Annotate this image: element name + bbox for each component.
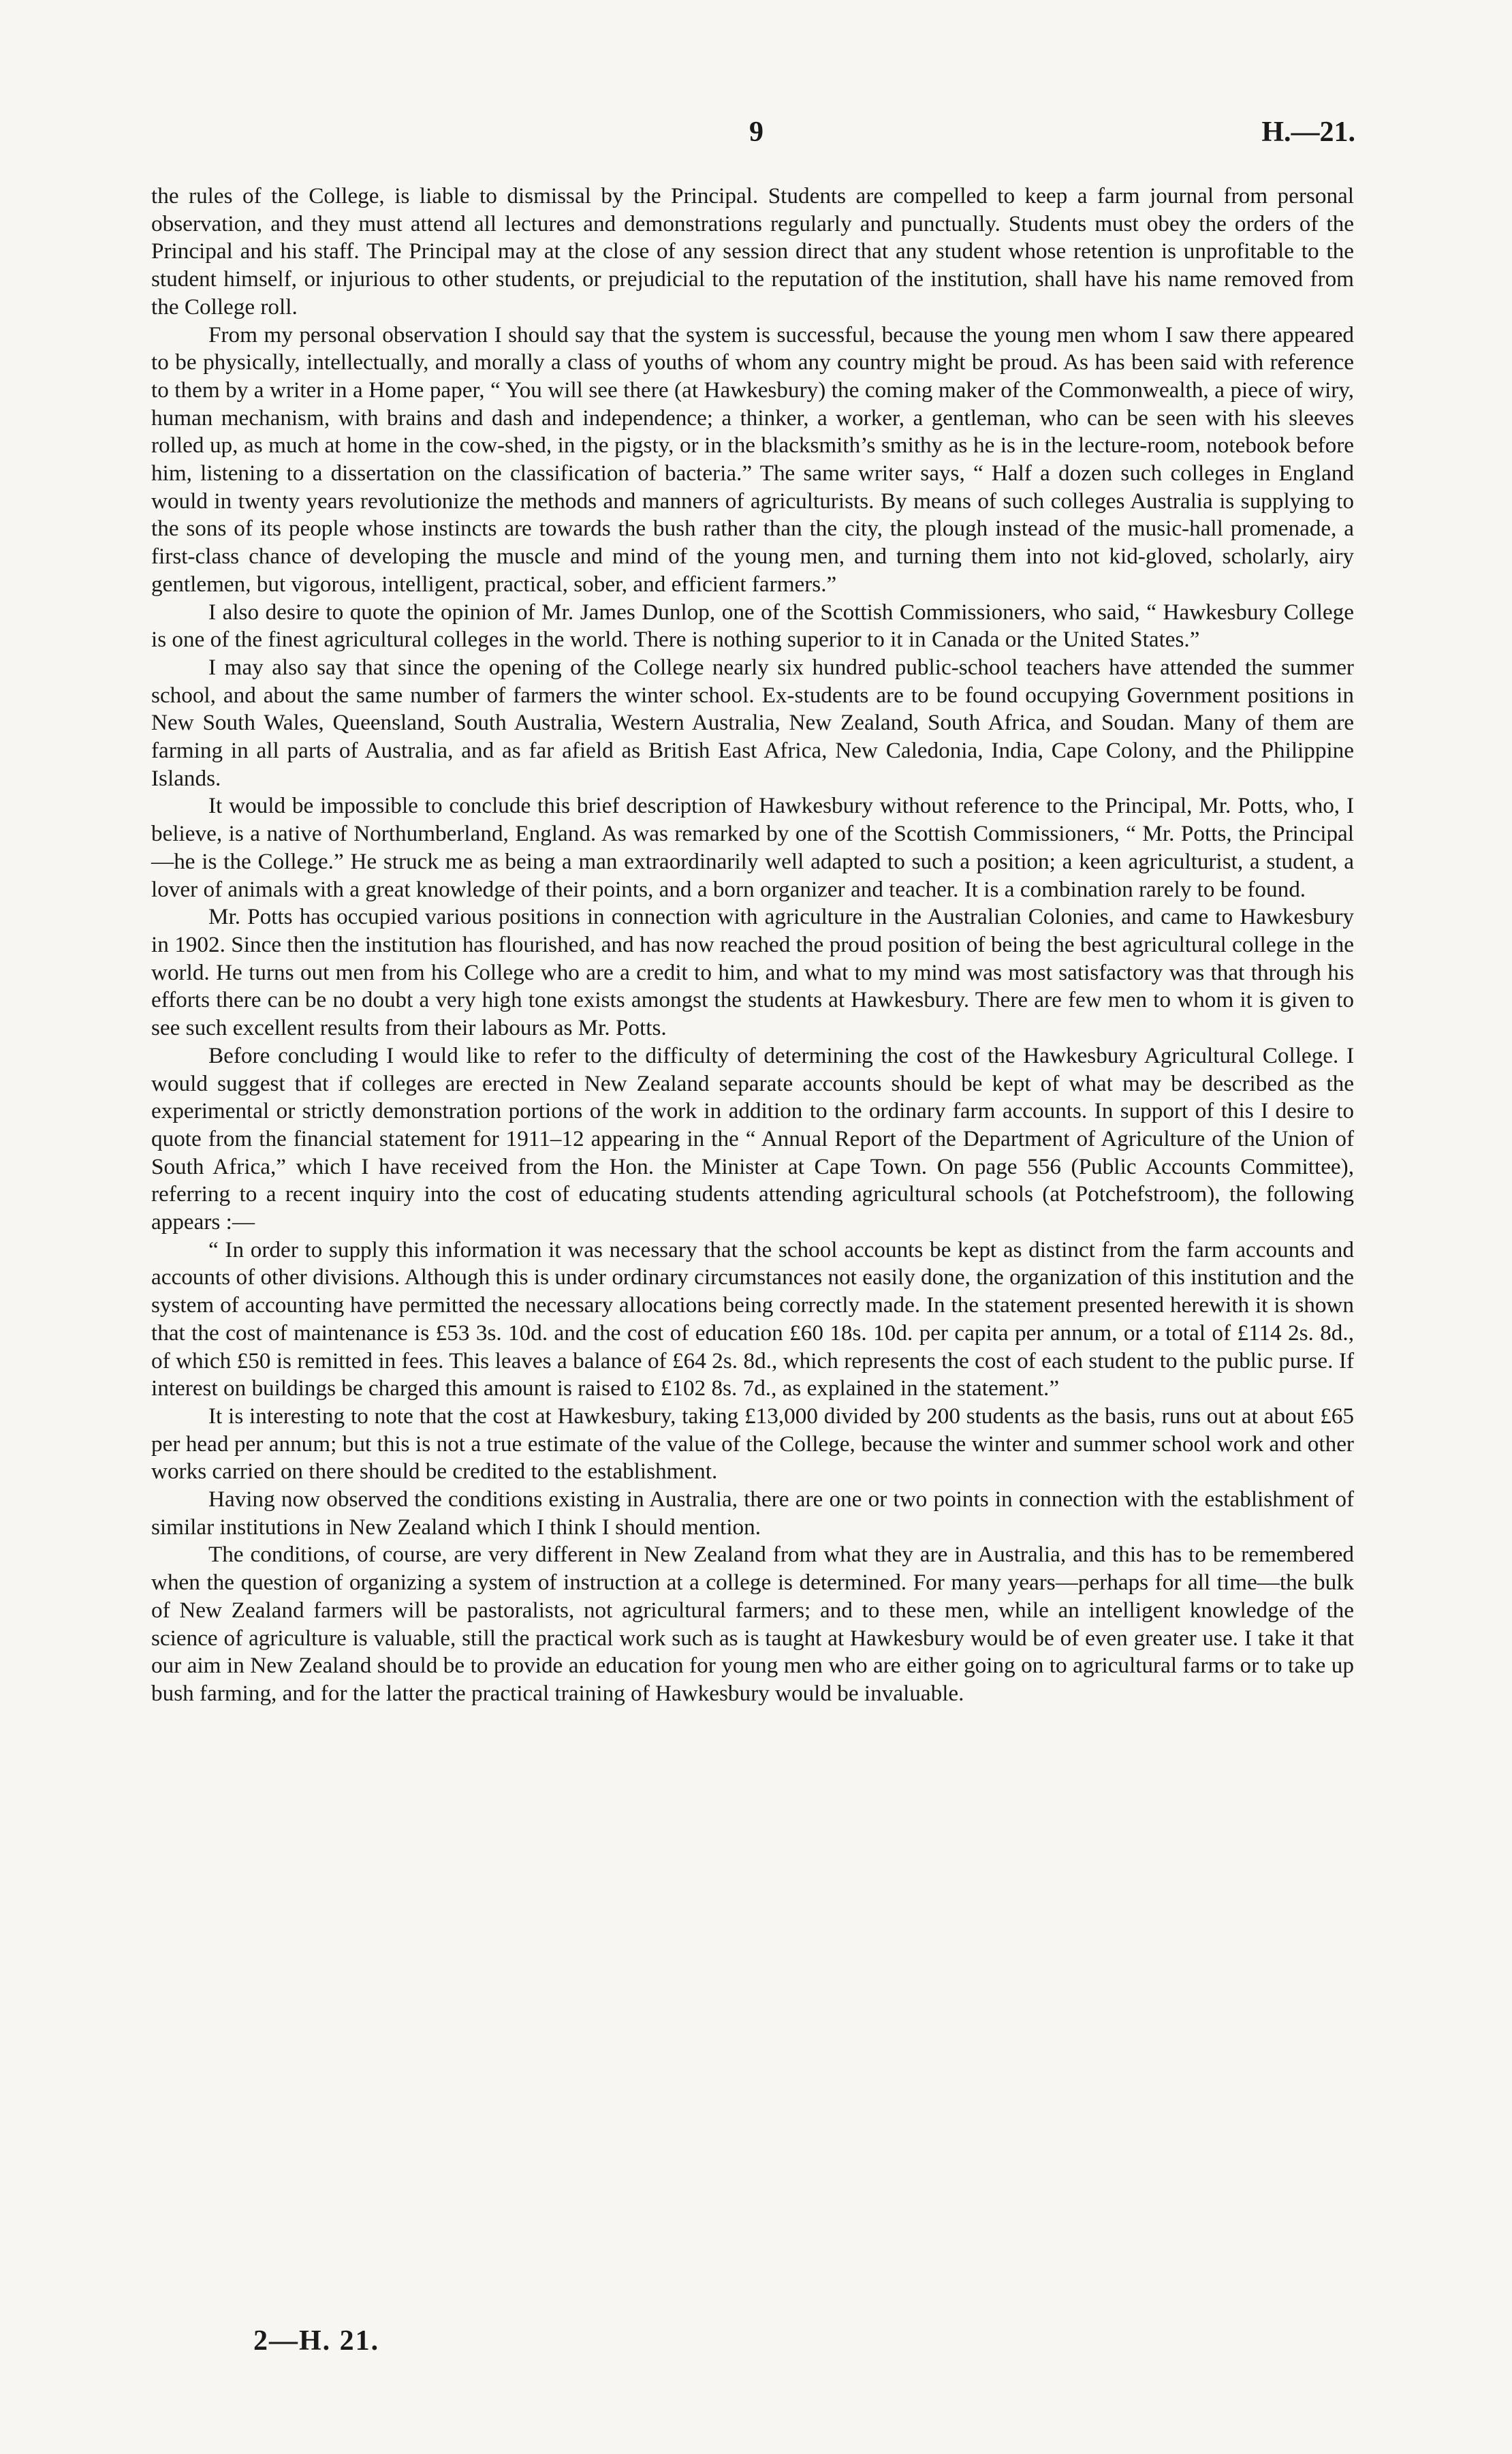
paragraph-ex-students: I may also say that since the opening of the College nearly six hundred public-school teachers have attended the summer school, and about the same number of farmers the winter school. Ex-students are to be found occupying Government positions in New South Wales, Queensland, South Australia, Western Australia, New Zealand, South Africa, and Soudan. Many of them are farming in all parts of Australia, and as far afield as British East Africa, New Caledonia, India, Cape Colony, and the Philippine Islands. [151,654,1354,791]
paragraph-dunlop-quote: I also desire to quote the opinion of Mr. James Dunlop, one of the Scottish Commissioners, who said, “ Hawkesbury College is one of the finest agricultural colleges in the world. There is nothing superior to it in Canada or the United States.” [151,599,1354,653]
paragraph-personal-observation: From my personal observation I should say that the system is successful, because the young men whom I saw there appeared to be physically, intellectually, and morally a class of youths of whom any country might be proud. As has been said with reference to them by a writer in a Home paper, “ You will see there (at Hawkesbury) the coming maker of the Commonwealth, a piece of wiry, human mechanism, with brains and dash and independence; a thinker, a worker, a gentleman, who can be seen with his sleeves rolled up, as much at home in the cow-shed, in the pigsty, or in the blacksmith’s smithy as he is in the lecture-room, notebook before him, listening to a dissertation on the classification of bacteria.” The same writer says, “ Half a dozen such colleges in England would in twenty years revolutionize the methods and manners of agriculturists. By means of such colleges Australia is supplying to the sons of its people whose instincts are towards the bush rather than the city, the plough instead of the music-hall promenade, a first-class chance of developing the muscle and mind of the young men, and turning them into not kid-gloved, scholarly, airy gentlemen, but vigorous, intelligent, practical, sober, and efficient farmers.” [151,322,1354,597]
body-text [151,183,1354,1708]
paragraph-hawkesbury-cost: It is interesting to note that the cost at Hawkesbury, taking £13,000 divided by 200 students as the basis, runs out at about £65 per head per annum; but this is not a true estimate of the value of the College, because the winter and summer school work and other works carried on there should be credited to the establishment. [151,1403,1354,1485]
paragraph-college-rules: the rules of the College, is liable to dismissal by the Principal. Students are compelled to keep a farm journal from personal observation, and they must attend all lectures and demonstrations regularly and punctually. Students must obey the orders of the Principal and his staff. The Principal may at the close of any session direct that any student whose retention is unprofitable to the student himself, or injurious to other students, or prejudicial to the reputation of the institution, shall have his name removed from the College roll. [151,183,1354,320]
paragraph-potts-career: Mr. Potts has occupied various positions in connection with agriculture in the Australian Colonies, and came to Hawkesbury in 1902. Since then the institution has flourished, and has now reached the proud position of being the best agricultural college in the world. He turns out men from his College who are a credit to him, and what to my mind was most satisfactory was that through his efforts there can be no doubt a very high tone exists amongst the students at Hawkesbury. There are few men to whom it is given to see such excellent results from their labours as Mr. Potts. [151,904,1354,1041]
paragraph-new-zealand-points: Having now observed the conditions existing in Australia, there are one or two points in connection with the establishment of similar institutions in New Zealand which I think I should mention. [151,1487,1354,1540]
paragraph-cost-determination: Before concluding I would like to refer to the difficulty of determining the cost of the Hawkesbury Agricultural College. I would suggest that if colleges are erected in New Zealand separate accounts should be kept of what may be described as the experimental or strictly demonstration portions of the work in addition to the ordinary farm accounts. In support of this I desire to quote from the financial statement for 1911–12 appearing in the “ Annual Report of the Department of Agriculture of the Union of South Africa,” which I have received from the Hon. the Minister at Cape Town. On page 556 (Public Accounts Committee), referring to a recent inquiry into the cost of educating students attending agricultural schools (at Potchefstroom), the following appears :— [151,1042,1354,1235]
page-number: 9 [749,117,763,148]
page-header [157,116,1355,157]
signature-mark: 2—H. 21. [253,2325,380,2357]
document-reference: H.—21. [1261,117,1355,148]
paragraph-principal-potts: It would be impossible to conclude this brief description of Hawkesbury without reference to the Principal, Mr. Potts, who, I believe, is a native of Northumberland, England. As was remarked by one of the Scottish Commissioners, “ Mr. Potts, the Principal—he is the College.” He struck me as being a man extraordinarily well adapted to such a position; a keen agriculturist, a student, a lover of animals with a great knowledge of their points, and a born organizer and teacher. It is a combination rarely to be found. [151,793,1354,902]
paragraph-conditions-differ: The conditions, of course, are very different in New Zealand from what they are in Australia, and this has to be remembered when the question of organizing a system of instruction at a college is determined. For many years—perhaps for all time—the bulk of New Zealand farmers will be pastoralists, not agricultural farmers; and to these men, while an intelligent knowledge of the science of agriculture is valuable, still the practical work such as is taught at Hawkesbury would be of even greater use. I take it that our aim in New Zealand should be to provide an education for young men who are either going on to agricultural farms or to take up bush farming, and for the latter the practical training of Hawkesbury would be invaluable. [151,1542,1354,1706]
paragraph-south-africa-quote: “ In order to supply this information it was necessary that the school accounts be kept as distinct from the farm accounts and accounts of other divisions. Although this is under ordinary circumstances not easily done, the organization of this institution and the system of accounting have permitted the necessary allocations being correctly made. In the statement presented herewith it is shown that the cost of maintenance is £53 3s. 10d. and the cost of education £60 18s. 10d. per capita per annum, or a total of £114 2s. 8d., of which £50 is remitted in fees. This leaves a balance of £64 2s. 8d., which represents the cost of each student to the public purse. If interest on buildings be charged this amount is raised to £102 8s. 7d., as explained in the statement.” [151,1237,1354,1401]
